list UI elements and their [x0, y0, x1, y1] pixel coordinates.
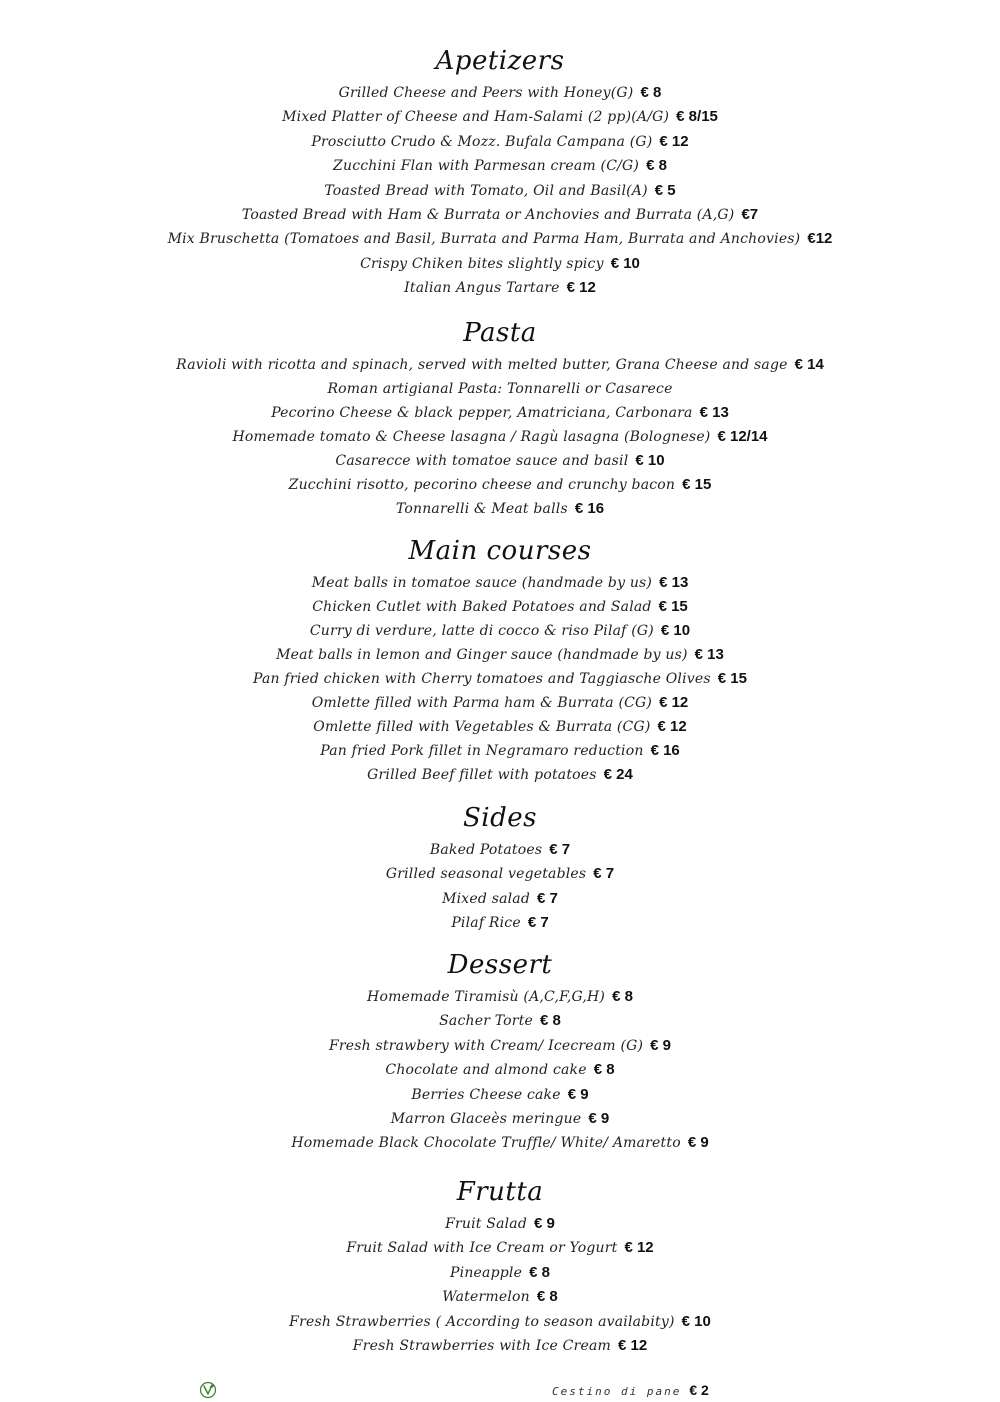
menu-item — [0, 570, 1000, 594]
menu-item-name: Fresh strawbery with Cream/ Icecream (G) — [328, 1037, 644, 1054]
menu-item-name: Tonnarelli & Meat balls — [395, 501, 568, 517]
menu-item-price: € 7 — [549, 841, 571, 858]
menu-item-name: Pecorino Cheese & black pepper, Amatriciana, Carbonara — [271, 405, 693, 421]
menu-item-name: Toasted Bread with Tomato, Oil and Basil(A) — [324, 182, 648, 199]
menu-item-name: Fruit Salad with Ice Cream or Yogurt — [346, 1240, 618, 1257]
menu-item — [0, 178, 1000, 202]
dessert-items — [0, 984, 1000, 1155]
menu-item — [0, 1235, 1000, 1259]
section-pasta — [0, 316, 1000, 520]
menu-item-price: € 10 — [681, 1312, 711, 1330]
section-title-dessert: Dessert — [447, 950, 553, 980]
menu-item-price: € 10 — [635, 452, 665, 469]
menu-item-name: Roman artigianal Pasta: Tonnarelli or Casarece — [327, 381, 673, 397]
menu-item-price: € 16 — [574, 500, 605, 517]
menu-item — [0, 226, 1000, 250]
menu-item-price: € 9 — [588, 1109, 610, 1127]
menu-item-price: €7 — [741, 205, 759, 223]
section-main-courses — [0, 534, 1000, 786]
menu-item-name: Fruit Salad — [445, 1216, 528, 1232]
main-courses-items — [0, 570, 1000, 786]
menu-item — [0, 984, 1000, 1008]
menu-item — [0, 861, 1000, 885]
menu-item-name: Sacher Torte — [439, 1013, 534, 1030]
menu-item — [0, 837, 1000, 861]
menu-item — [0, 1260, 1000, 1284]
menu-item-price: € 12/14 — [717, 428, 768, 445]
menu-item-name: Italian Angus Tartare — [404, 280, 560, 297]
menu-item-name: Zucchini Flan with Parmesan cream (C/G) — [333, 158, 640, 175]
menu-item-name: Pan fried Pork fillet in Negramaro reduction — [320, 743, 644, 759]
menu-item — [0, 424, 1000, 448]
menu-item — [0, 496, 1000, 520]
menu-item — [0, 80, 1000, 104]
menu-item-price: € 12 — [566, 279, 596, 297]
menu-item-name: Pineapple — [450, 1264, 523, 1281]
menu-item-price: € 12 — [659, 132, 689, 150]
menu-item-price: € 10 — [610, 254, 640, 272]
menu-item-name: Crispy Chiken bites slightly spicy — [360, 255, 604, 272]
menu-item-name: Zucchini risotto, pecorino cheese and crunchy bacon — [288, 477, 676, 493]
menu-item-price: € 12 — [657, 718, 687, 735]
bread-basket-label: Cestino di pane — [552, 1385, 682, 1398]
menu-item — [0, 1130, 1000, 1154]
menu-item-name: Grilled seasonal vegetables — [385, 866, 587, 883]
menu-item — [0, 352, 1000, 376]
menu-item — [0, 472, 1000, 496]
menu-item — [0, 618, 1000, 642]
menu-item-name: Berries Cheese cake — [411, 1086, 561, 1103]
section-sides — [0, 801, 1000, 934]
menu-item-name: Meat balls in tomatoe sauce (handmade by us) — [311, 575, 653, 591]
menu-item — [0, 1333, 1000, 1357]
menu-item-price: € 8 — [536, 1288, 558, 1306]
menu-item-name: Grilled Beef fillet with potatoes — [367, 767, 597, 783]
menu-item-name: Homemade Black Chocolate Truffle/ White/ Amaretto — [291, 1135, 681, 1152]
menu-item-price: € 12 — [624, 1239, 654, 1257]
bread-basket-price: € 2 — [689, 1382, 709, 1398]
menu-item — [0, 104, 1000, 128]
menu-item-name: Mix Bruschetta (Tomatoes and Basil, Burrata and Parma Ham, Burrata and Anchovies) — [167, 231, 801, 248]
section-title-main-courses: Main courses — [408, 536, 592, 566]
frutta-items — [0, 1211, 1000, 1357]
menu-item-price: € 15 — [717, 670, 747, 687]
menu-item-price: €12 — [807, 230, 833, 248]
menu-item-name: Chicken Cutlet with Baked Potatoes and Salad — [312, 599, 652, 615]
menu-item-name: Mixed Platter of Cheese and Ham-Salami (2 pp)(A/G) — [282, 109, 670, 126]
menu-item-price: € 9 — [534, 1215, 555, 1232]
menu-item-price: € 8/15 — [676, 108, 718, 126]
section-frutta — [0, 1175, 1000, 1357]
menu-item — [0, 275, 1000, 299]
menu-item — [0, 1008, 1000, 1032]
menu-item — [0, 642, 1000, 666]
menu-item-name: Curry di verdure, latte di cocco & riso Pilaf (G) — [309, 623, 654, 639]
menu-item-name: Ravioli with ricotta and spinach, served with melted butter, Grana Cheese and sage — [176, 357, 788, 373]
menu-item-name: Marron Glaceès meringue — [390, 1110, 582, 1127]
menu-item-name: Watermelon — [442, 1289, 530, 1306]
menu-item-price: € 15 — [658, 598, 688, 615]
menu-item-name: Mixed salad — [442, 890, 531, 907]
menu-item-price: € 12 — [617, 1336, 648, 1354]
menu-item-name: Casarecce with tomatoe sauce and basil — [335, 453, 629, 469]
menu-item-name: Homemade Tiramisù (A,C,F,G,H) — [367, 989, 606, 1005]
menu-item-price: € 7 — [593, 865, 615, 883]
menu-item-price: € 14 — [794, 356, 824, 373]
menu-item — [0, 448, 1000, 472]
menu-item — [0, 251, 1000, 275]
menu-item — [0, 400, 1000, 424]
menu-item-name: Homemade tomato & Cheese lasagna / Ragù lasagna (Bolognese) — [232, 429, 711, 445]
menu-item-price: € 9 — [687, 1134, 709, 1152]
menu-item — [0, 666, 1000, 690]
menu-item-price: € 12 — [659, 694, 689, 711]
bread-basket-line — [552, 1380, 709, 1400]
menu-item-name: Pilaf Rice — [451, 914, 521, 931]
menu-item — [0, 1309, 1000, 1333]
menu-item-price: € 7 — [537, 889, 558, 907]
menu-item-price: € 24 — [603, 766, 633, 783]
menu-item-price: € 7 — [527, 913, 549, 931]
menu-item-name: Chocolate and almond cake — [385, 1062, 587, 1079]
menu-item-name: Prosciutto Crudo & Mozz. Bufala Campana (G) — [311, 133, 653, 150]
menu-item — [0, 594, 1000, 618]
menu-item-price: € 5 — [654, 181, 676, 199]
section-title-pasta: Pasta — [463, 318, 537, 348]
pasta-items — [0, 352, 1000, 520]
menu-item-name: Pan fried chicken with Cherry tomatoes and Taggiasche Olives — [253, 671, 711, 687]
menu-item-price: € 15 — [682, 476, 712, 493]
menu-item — [0, 153, 1000, 177]
menu-item-price: € 16 — [650, 742, 680, 759]
vegetarian-leaf-icon — [199, 1381, 217, 1399]
menu-item-name: Meat balls in lemon and Ginger sauce (handmade by us) — [276, 647, 688, 663]
menu-item-price: € 8 — [540, 1012, 561, 1030]
menu-item — [0, 1033, 1000, 1057]
menu-item-price: € 8 — [529, 1263, 550, 1281]
section-dessert — [0, 948, 1000, 1155]
section-apetizers — [0, 44, 1000, 300]
menu-item — [0, 376, 1000, 400]
menu-item-name: Omlette filled with Vegetables & Burrata (CG) — [313, 719, 651, 735]
menu-item — [0, 1211, 1000, 1235]
menu-item-name: Fresh Strawberries with Ice Cream — [352, 1337, 611, 1354]
menu-item-name: Grilled Cheese and Peers with Honey(G) — [338, 85, 634, 101]
menu-item-name: Baked Potatoes — [429, 842, 543, 858]
menu-item — [0, 714, 1000, 738]
menu-item — [0, 886, 1000, 910]
section-title-frutta: Frutta — [456, 1177, 544, 1207]
menu-item-price: € 13 — [699, 404, 729, 421]
menu-item — [0, 1284, 1000, 1308]
menu-item-price: € 9 — [650, 1036, 672, 1054]
menu-item — [0, 1082, 1000, 1106]
menu-item-name: Omlette filled with Parma ham & Burrata (CG) — [311, 695, 653, 711]
menu-item — [0, 910, 1000, 934]
section-title-apetizers: Apetizers — [435, 46, 565, 76]
menu-item — [0, 1106, 1000, 1130]
section-title-sides: Sides — [463, 803, 537, 833]
menu-item-name: Fresh Strawberries ( According to season availabity) — [289, 1313, 675, 1330]
menu-item — [0, 1057, 1000, 1081]
menu-item-price: € 8 — [646, 157, 667, 175]
menu-item-price: € 10 — [660, 622, 691, 639]
menu-item-price: € 13 — [694, 646, 724, 663]
menu-item — [0, 202, 1000, 226]
sides-items — [0, 837, 1000, 934]
menu-item-price: € 9 — [567, 1085, 589, 1103]
menu-item — [0, 690, 1000, 714]
menu-item — [0, 738, 1000, 762]
menu-item-name: Toasted Bread with Ham & Burrata or Anchovies and Burrata (A,G) — [241, 206, 735, 223]
menu-item-price: € 8 — [612, 988, 633, 1005]
menu-item — [0, 129, 1000, 153]
apetizers-items — [0, 80, 1000, 300]
menu-item-price: € 8 — [593, 1061, 615, 1079]
menu-item-price: € 8 — [640, 84, 662, 101]
menu-item — [0, 762, 1000, 786]
menu-item-price: € 13 — [659, 574, 689, 591]
